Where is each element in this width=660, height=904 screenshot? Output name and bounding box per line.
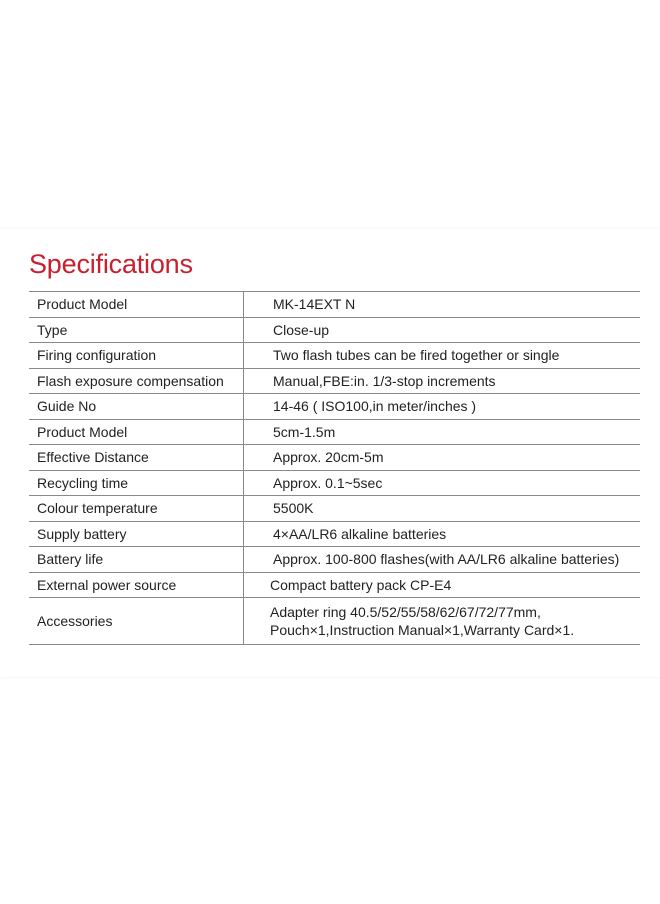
spec-label: Guide No (29, 394, 244, 420)
accessories-line: Adapter ring 40.5/52/55/58/62/67/72/77mm, (270, 604, 541, 620)
spec-label: Flash exposure compensation (29, 368, 244, 394)
spec-label: Product Model (29, 419, 244, 445)
spec-row-type (29, 317, 640, 343)
spec-row-guide-no (29, 394, 640, 420)
spec-value: Approx. 20cm-5m (244, 445, 641, 471)
spec-label: Accessories (29, 598, 244, 645)
spec-label: Supply battery (29, 521, 244, 547)
spec-label: Effective Distance (29, 445, 244, 471)
spec-label: External power source (29, 572, 244, 598)
specifications-card (0, 229, 660, 677)
spec-value: Approx. 0.1~5sec (244, 470, 641, 496)
spec-label: Recycling time (29, 470, 244, 496)
spec-value: 4×AA/LR6 alkaline batteries (244, 521, 641, 547)
spec-value: 5500K (244, 496, 641, 522)
accessories-line: Pouch×1,Instruction Manual×1,Warranty Card×1. (270, 622, 575, 638)
spec-label: Type (29, 317, 244, 343)
spec-value: 14-46 ( ISO100,in meter/inches ) (244, 394, 641, 420)
spec-value: Manual,FBE:in. 1/3-stop increments (244, 368, 641, 394)
page-title: Specifications (29, 249, 193, 279)
spec-row-battery-life (29, 547, 640, 573)
spec-value: Approx. 100-800 flashes(with AA/LR6 alkaline batteries) (244, 547, 641, 573)
spec-row-supply-battery (29, 521, 640, 547)
spec-row-colour-temperature (29, 496, 640, 522)
spec-row-accessories (29, 598, 640, 645)
spec-row-firing-configuration (29, 343, 640, 369)
spec-row-product-model-range (29, 419, 640, 445)
spec-value: Close-up (244, 317, 641, 343)
spec-value: Compact battery pack CP-E4 (244, 572, 641, 598)
spec-label: Battery life (29, 547, 244, 573)
spec-value (244, 598, 641, 645)
spec-value: Two flash tubes can be fired together or single (244, 343, 641, 369)
spec-row-effective-distance (29, 445, 640, 471)
spec-row-external-power-source (29, 572, 640, 598)
spec-row-product-model (29, 292, 640, 318)
spec-row-flash-exposure-compensation (29, 368, 640, 394)
spec-value: 5cm-1.5m (244, 419, 641, 445)
spec-label: Firing configuration (29, 343, 244, 369)
spec-label: Colour temperature (29, 496, 244, 522)
spec-row-recycling-time (29, 470, 640, 496)
specifications-table (29, 291, 640, 645)
spec-label: Product Model (29, 292, 244, 318)
spec-value: MK-14EXT N (244, 292, 641, 318)
